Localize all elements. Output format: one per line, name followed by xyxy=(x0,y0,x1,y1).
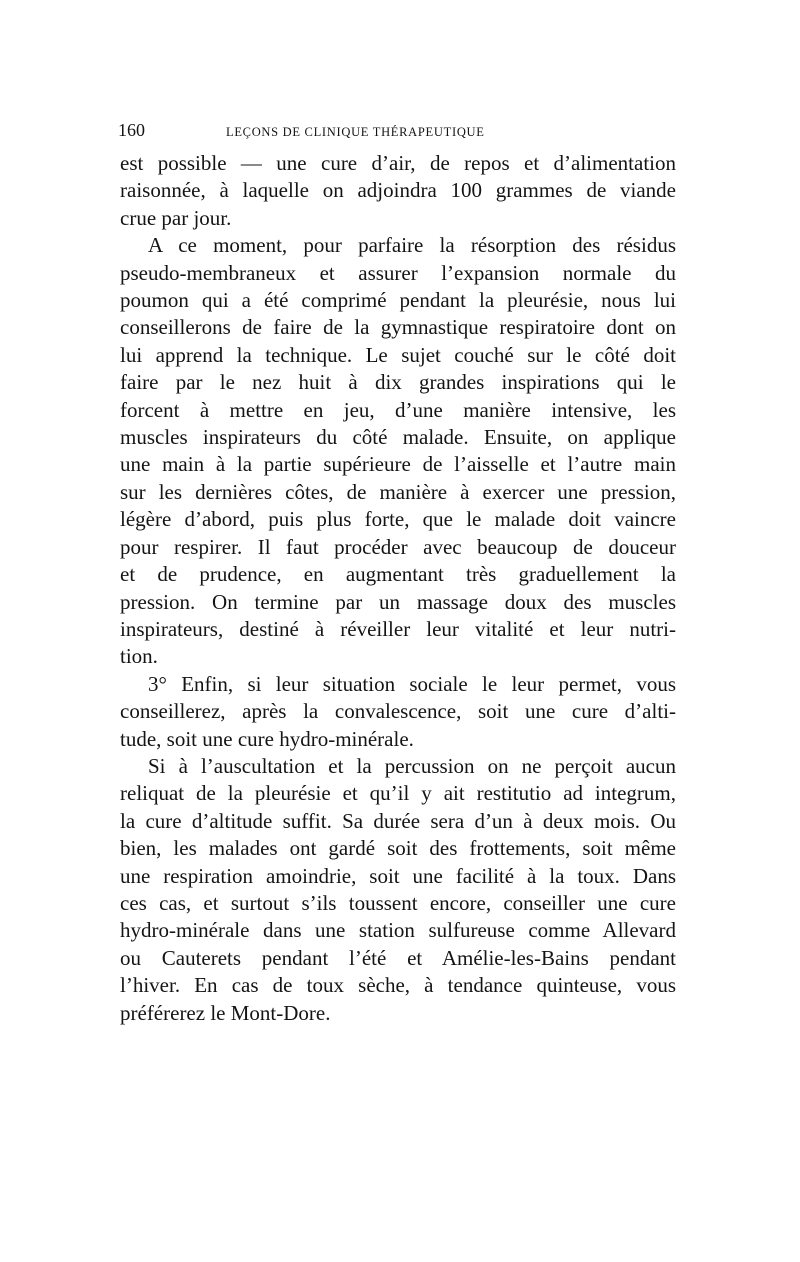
text-line: Si à l’auscultation et la percussion on ne perçoit aucun xyxy=(148,753,676,778)
text-line: ou Cauterets pendant l’été et Amélie-les-Bains pendant xyxy=(120,945,676,970)
page-number: 160 xyxy=(118,120,145,140)
text-line: l’hiver. En cas de toux sèche, à tendance quinteuse, vous xyxy=(120,973,676,998)
text-line: une main à la partie supérieure de l’aisselle et l’autre main xyxy=(120,452,676,477)
text-line: raisonnée, à laquelle on adjoindra 100 grammes de viande xyxy=(120,178,676,203)
text-line: ces cas, et surtout s’ils toussent encore, conseiller une cure xyxy=(120,890,676,915)
text-line: tude, soit une cure hydro-minérale. xyxy=(120,726,414,751)
text-line: pression. On termine par un massage doux des muscles xyxy=(120,589,676,614)
page-header xyxy=(118,118,678,142)
text-line: lui apprend la technique. Le sujet couché sur le côté doit xyxy=(120,342,676,367)
text-line: A ce moment, pour parfaire la résorption des résidus xyxy=(148,233,676,258)
text-line: forcent à mettre en jeu, d’une manière intensive, les xyxy=(120,397,676,422)
text-line: une respiration amoindrie, soit une facilité à la toux. Dans xyxy=(120,863,676,888)
text-line: est possible — une cure d’air, de repos et d’alimentation xyxy=(120,151,676,175)
text-line: pseudo-membraneux et assurer l’expansion normale du xyxy=(120,260,676,285)
text-line: muscles inspirateurs du côté malade. Ensuite, on applique xyxy=(120,425,676,450)
text-line: légère d’abord, puis plus forte, que le malade doit vaincre xyxy=(120,507,676,532)
paragraph-2 xyxy=(120,232,676,671)
text-line: et de prudence, en augmentant très graduellement la xyxy=(120,562,676,587)
paragraph-4 xyxy=(120,753,676,1027)
text-line: reliquat de la pleurésie et qu’il y ait restitutio ad integrum, xyxy=(120,781,676,806)
paragraph-3 xyxy=(120,671,676,753)
text-line: sur les dernières côtes, de manière à exercer une pression, xyxy=(120,479,676,504)
text-line: poumon qui a été comprimé pendant la pleurésie, nous lui xyxy=(120,288,676,313)
text-line: tion. xyxy=(120,644,158,669)
text-line: faire par le nez huit à dix grandes inspirations qui le xyxy=(120,370,676,395)
text-line: pour respirer. Il faut procéder avec beaucoup de douceur xyxy=(120,534,676,559)
text-line: hydro-minérale dans une station sulfureuse comme Allevard xyxy=(120,918,676,943)
text-line: bien, les malades ont gardé soit des frottements, soit même xyxy=(120,836,676,861)
text-line: conseillerons de faire de la gymnastique respiratoire dont on xyxy=(120,315,676,340)
text-line: crue par jour. xyxy=(120,205,232,230)
text-line: inspirateurs, destiné à réveiller leur vitalité et leur nutri- xyxy=(120,616,676,641)
running-head: LEÇONS DE CLINIQUE THÉRAPEUTIQUE xyxy=(226,125,485,139)
text-line: 3° Enfin, si leur situation sociale le leur permet, vous xyxy=(148,671,676,696)
text-line: préférerez le Mont-Dore. xyxy=(120,1000,331,1025)
body-text xyxy=(120,150,676,1027)
text-line: la cure d’altitude suffit. Sa durée sera d’un à deux mois. Ou xyxy=(120,808,676,833)
paragraph-1 xyxy=(120,150,676,232)
text-line: conseillerez, après la convalescence, soit une cure d’alti- xyxy=(120,699,676,724)
